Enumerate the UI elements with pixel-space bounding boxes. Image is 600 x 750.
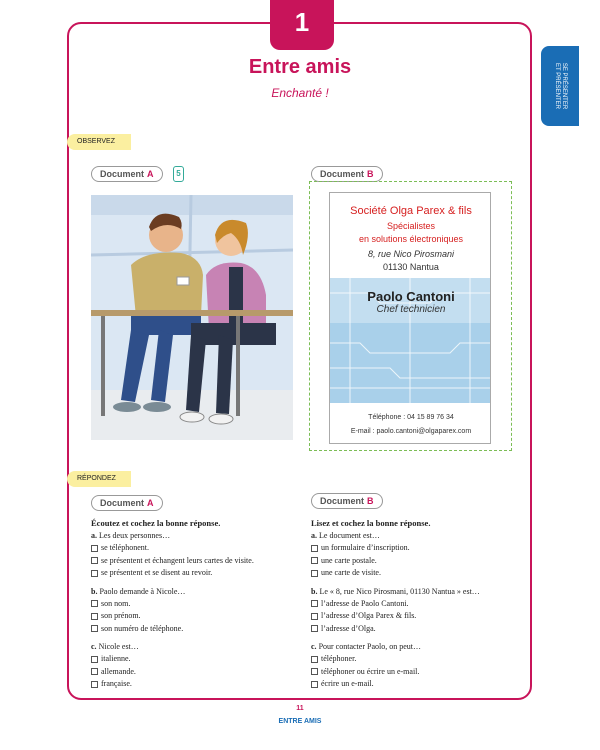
col-a-qc-option[interactable] [91,653,306,666]
doc-word: Document [320,496,365,506]
option-label: allemande. [101,666,136,676]
doc-word: Document [100,498,145,508]
checkbox[interactable] [91,557,98,564]
card-company: Société Olga Parex & fils [350,205,472,217]
question-letter: c. [91,642,97,651]
document-a-answer-label [91,495,163,511]
question-letter: b. [311,586,318,596]
card-specialty-1: Spécialistes [386,221,436,231]
option-label: française. [101,679,132,688]
option-label: se présentent et se disent au revoir. [101,568,213,577]
option-label: écrire un e-mail. [321,679,374,688]
col-b-question-c [311,641,526,653]
checkbox[interactable] [311,600,318,607]
option-label: l’adresse de Paolo Cantoni. [321,598,409,608]
observez-banner: OBSERVEZ [67,134,131,150]
checkbox[interactable] [91,656,98,663]
question-letter: b. [91,586,98,596]
col-a-qa-option[interactable] [91,542,306,555]
doc-letter-b: B [367,496,374,506]
col-b-question-b [311,586,526,598]
col-b-instruction: Lisez et cochez la bonne réponse. [311,518,431,528]
document-a-questions [91,518,306,691]
question-text: Le « 8, rue Nico Pirosmani, 01130 Nantua » est… [319,586,480,596]
option-label: téléphoner. [321,654,357,663]
col-a-qc-option[interactable] [91,678,306,691]
col-a-instruction: Écoutez et cochez la bonne réponse. [91,518,221,528]
option-label: son numéro de téléphone. [101,623,184,633]
col-a-qc-option[interactable] [91,666,306,679]
page-title: Entre amis [248,56,352,78]
card-job-title: Chef technicien [376,304,446,315]
card-specialty-2: en solutions électroniques [358,234,464,244]
checkbox[interactable] [91,668,98,675]
illustration-two-people [91,195,293,440]
col-a-qb-option[interactable] [91,623,306,636]
col-b-qc-option[interactable] [311,653,526,666]
col-a-question-b [91,586,306,598]
card-email: E-mail : paolo.cantoni@olgaparex.com [350,428,472,435]
option-label: son prénom. [101,611,141,620]
checkbox[interactable] [91,613,98,620]
col-b-qc-option[interactable] [311,666,526,679]
doc-letter-a: A [147,498,154,508]
doc-word: Document [100,169,145,179]
checkbox[interactable] [311,668,318,675]
option-label: italienne. [101,654,131,663]
option-label: un formulaire d’inscription. [321,543,410,552]
checkbox[interactable] [311,570,318,577]
page-number: 11 [296,705,304,712]
col-a-question-a [91,530,306,542]
col-b-qa-option[interactable] [311,542,526,555]
option-label: une carte postale. [321,555,377,565]
question-text: Le document est… [319,531,380,540]
option-label: une carte de visite. [321,568,381,577]
checkbox[interactable] [311,625,318,632]
col-a-qb-option[interactable] [91,598,306,611]
question-letter: a. [311,531,317,540]
checkbox[interactable] [91,600,98,607]
option-label: téléphoner ou écrire un e-mail. [321,666,420,676]
checkbox[interactable] [311,545,318,552]
business-card [329,192,491,444]
document-a-label [91,166,163,182]
checkbox[interactable] [91,681,98,688]
col-a-qa-option[interactable] [91,555,306,568]
question-letter: c. [311,642,317,651]
page-subtitle: Enchanté ! [271,86,329,100]
doc-letter-a: A [147,169,154,179]
option-label: l’adresse d’Olga Parex & fils. [321,611,417,620]
col-b-question-a [311,530,526,542]
col-b-qb-option[interactable] [311,610,526,623]
col-a-question-c [91,641,306,653]
checkbox[interactable] [311,557,318,564]
card-phone: Téléphone : 04 15 89 76 34 [368,414,454,421]
question-text: Paolo demande à Nicole… [99,586,186,596]
card-name: Paolo Cantoni [367,289,455,304]
document-b-label [311,166,383,182]
checkbox[interactable] [311,656,318,663]
question-text: Nicole est… [98,642,139,651]
checkbox[interactable] [91,625,98,632]
doc-word: Document [320,169,365,179]
card-address-1: 8, rue Nico Pirosmani [367,249,455,259]
document-b-answer-label [311,493,383,509]
col-b-qc-option[interactable] [311,678,526,691]
repondez-banner: RÉPONDEZ [67,471,131,487]
question-letter: a. [91,531,97,540]
unit-number-tab: 1 [270,0,334,50]
option-label: se présentent et échangent leurs cartes de visite. [101,555,254,565]
col-b-qb-option[interactable] [311,623,526,636]
col-a-qb-option[interactable] [91,610,306,623]
card-address-2: 01130 Nantua [383,262,439,272]
footer-title: ENTRE AMIS [278,718,322,725]
col-b-qa-option[interactable] [311,555,526,568]
section-side-tab[interactable] [541,46,579,126]
question-text: Pour contacter Paolo, on peut… [318,642,421,651]
audio-track-icon[interactable]: 5 [173,166,184,182]
col-b-qa-option[interactable] [311,567,526,580]
checkbox[interactable] [91,545,98,552]
option-label: se téléphonent. [101,543,149,552]
option-label: son nom. [101,598,131,608]
question-text: Les deux personnes… [99,531,171,540]
side-tab-label: SE PRÉSENTER ET PRÉSENTER [554,62,567,110]
doc-letter-b: B [367,169,374,179]
checkbox[interactable] [311,613,318,620]
document-b-questions [311,518,526,691]
checkbox[interactable] [311,681,318,688]
col-a-qa-option[interactable] [91,567,306,580]
illustration-svg [91,195,293,440]
checkbox[interactable] [91,570,98,577]
option-label: l’adresse d’Olga. [321,623,376,633]
col-b-qb-option[interactable] [311,598,526,611]
